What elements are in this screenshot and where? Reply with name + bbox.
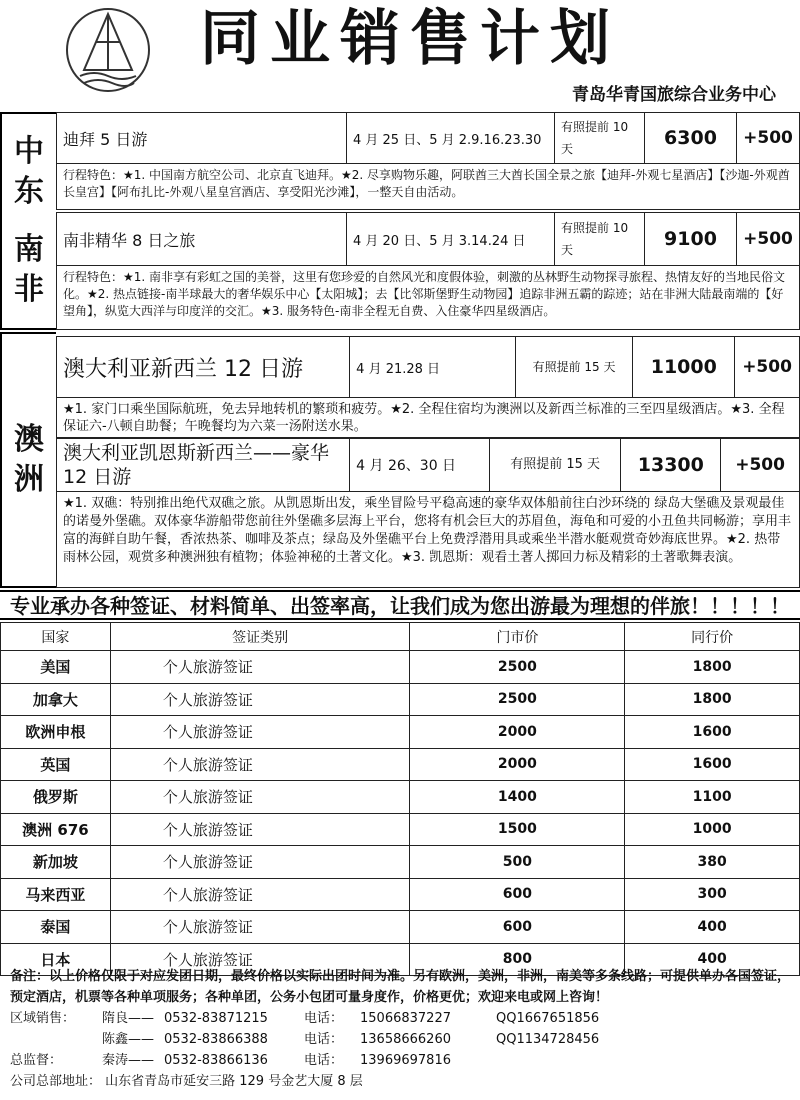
table-row (1, 651, 800, 684)
trip-features: 行程特色：★1. 中国南方航空公司、北京直飞迪拜。★2. 尽享购物乐趣，阿联酋三大酋长国全景之旅【迪拜-外观七星酒店】【沙迦-外观酋长皇宫】【阿布扎比-外观八星皇宫酒店、享受阳光沙滩】，一整天自由活动。 (56, 164, 800, 210)
trip-dates: 4 月 25 日、5 月 2.9.16.23.30 (347, 113, 555, 163)
trip-dates: 4 月 26、30 日 (350, 439, 490, 491)
table-row (1, 748, 800, 781)
company-logo-icon (64, 6, 152, 94)
contact-mobile: 13658666260 (360, 1032, 451, 1047)
trip-surcharge: +500 (735, 455, 785, 475)
visa-country: 英国 (1, 748, 111, 781)
trip-row (56, 438, 800, 492)
trip-price: 9100 (645, 213, 737, 265)
phone-label: 电话： (304, 1011, 344, 1026)
director-row (10, 1050, 795, 1071)
trip-price: 13300 (621, 439, 721, 491)
trip-dates: 4 月 21.28 日 (350, 337, 516, 397)
column-header: 门市价 (410, 623, 625, 651)
retail-price: 600 (410, 878, 625, 911)
visa-type: 个人旅游签证 (110, 683, 410, 716)
footer-note: 备注：以上价格仅限于对应发团日期，最终价格以实际出团时间为准。另有欧洲，美洲，非洲，南美等多条线路；可提供单办各国签证，预定酒店，机票等各种单项服务；各种单团，公务小包团可量身度作，价格更优；欢迎来电或网上咨询！ (10, 969, 791, 1005)
trip-price: 6300 (645, 113, 737, 163)
trip-booking-note: 有照提前 15 天 (516, 337, 634, 397)
retail-price: 1400 (410, 781, 625, 814)
trade-price: 400 (625, 943, 800, 976)
trip-name: 南非精华 8 日之旅 (57, 213, 347, 265)
visa-country: 马来西亚 (1, 878, 111, 911)
phone-label: 电话： (304, 1053, 344, 1068)
visa-type: 个人旅游签证 (110, 911, 410, 944)
visa-country: 美国 (1, 651, 111, 684)
page-title: 同业销售计划 (200, 4, 620, 74)
visa-type: 个人旅游签证 (110, 878, 410, 911)
trade-price: 1100 (625, 781, 800, 814)
retail-price: 2000 (410, 748, 625, 781)
visa-country: 日本 (1, 943, 111, 976)
table-row (1, 683, 800, 716)
contact-tel: 0532-83866388 (164, 1032, 268, 1047)
trade-price: 1800 (625, 651, 800, 684)
contact-name: 陈鑫—— (102, 1032, 155, 1047)
trade-price: 380 (625, 846, 800, 879)
table-header-row (1, 623, 800, 651)
trip-surcharge: +500 (743, 128, 793, 148)
retail-price: 500 (410, 846, 625, 879)
visa-country: 澳洲 676 (1, 813, 111, 846)
visa-type: 个人旅游签证 (110, 846, 410, 879)
trip-booking-note: 有照提前 10 天 (555, 113, 645, 163)
trip-features: 行程特色：★1. 南非享有彩虹之国的美誉，这里有您珍爱的自然风光和度假体验，刺激的丛林野生动物探寻旅程、热情友好的当地民俗文化。★2. 热点链接-南半球最大的奢华娱乐中心【太阳城】；去【比邻斯堡野生动物园】追踪非洲五霸的踪迹；站在非洲大陆最南端的【好望角】，纵览大西洋与印度洋的交汇。★3. 服务特色-南非全程无自费、入住豪华四星级酒店。 (56, 266, 800, 330)
visa-type: 个人旅游签证 (110, 716, 410, 749)
contact-name: 隋良—— (102, 1011, 155, 1026)
column-header: 同行价 (625, 623, 800, 651)
phone-label: 电话： (304, 1032, 344, 1047)
visa-country: 加拿大 (1, 683, 111, 716)
visa-price-table (0, 622, 800, 976)
visa-type: 个人旅游签证 (110, 781, 410, 814)
director-name: 秦涛—— (102, 1053, 155, 1068)
table-row (1, 781, 800, 814)
table-row (1, 716, 800, 749)
table-row (1, 846, 800, 879)
retail-price: 800 (410, 943, 625, 976)
contact-row (10, 1008, 795, 1029)
trip-name: 澳大利亚新西兰 12 日游 (57, 337, 350, 397)
visa-country: 欧洲申根 (1, 716, 111, 749)
trip-name: 澳大利亚凯恩斯新西兰——豪华 12 日游 (57, 439, 350, 491)
visa-type: 个人旅游签证 (110, 943, 410, 976)
trade-price: 1800 (625, 683, 800, 716)
contact-qq: QQ1134728456 (496, 1032, 600, 1047)
director-tel: 0532-83866136 (164, 1053, 268, 1068)
visa-slogan: 专业承办各种签证、材料简单、出签率高，让我们成为您出游最为理想的伴旅！！！！！ (0, 590, 800, 620)
retail-price: 600 (410, 911, 625, 944)
column-header: 国家 (1, 623, 111, 651)
trip-name: 迪拜 5 日游 (57, 113, 347, 163)
trade-price: 1600 (625, 748, 800, 781)
trip-features: ★1. 双礁：特别推出绝代双礁之旅。从凯恩斯出发，乘坐冒险号平稳高速的豪华双体船前往白沙环绕的 绿岛大堡礁及景观最佳的诺曼外堡礁。双体豪华游船带您前往外堡礁多层海上平台，您将有机会巨大的苏眉鱼，海龟和可爱的小丑鱼共同畅游；享用丰富的海鲜自助午餐，香浓热茶、咖啡及茶点；绿岛及外堡礁平台上免费浮潜用具或乘坐半潜水艇观赏奇妙海底世界。★2. 热带雨林公园，观赏多种澳洲独有植物；体验神秘的土著文化。★3. 凯恩斯：观看土著人掷回力标及精彩的土著歌舞表演。 (56, 492, 800, 588)
visa-country: 泰国 (1, 911, 111, 944)
trade-price: 1000 (625, 813, 800, 846)
table-row (1, 813, 800, 846)
retail-price: 1500 (410, 813, 625, 846)
header (0, 0, 800, 108)
trade-price: 300 (625, 878, 800, 911)
table-row (1, 878, 800, 911)
region-label-australia: 澳 洲 (0, 332, 56, 588)
contact-row (10, 1029, 795, 1050)
director-mobile: 13969697816 (360, 1053, 451, 1068)
director-label: 总监督： (10, 1053, 63, 1068)
footer (10, 966, 795, 1092)
sales-label: 区域销售： (10, 1011, 76, 1026)
trade-price: 1600 (625, 716, 800, 749)
table-row (1, 911, 800, 944)
trip-surcharge: +500 (742, 357, 792, 377)
trip-row (56, 336, 800, 398)
visa-country: 新加坡 (1, 846, 111, 879)
trade-price: 400 (625, 911, 800, 944)
visa-type: 个人旅游签证 (110, 651, 410, 684)
retail-price: 2500 (410, 683, 625, 716)
trip-features: ★1. 家门口乘坐国际航班，免去异地转机的繁琐和疲劳。★2. 全程住宿均为澳洲以及新西兰标准的三至四星级酒店。★3. 全程保证六-八顿自助餐；午晚餐均为六菜一汤附送水果。 (56, 398, 800, 438)
region-label-mideast-africa: 中 东 南 非 (0, 112, 56, 330)
retail-price: 2000 (410, 716, 625, 749)
contact-mobile: 15066837227 (360, 1011, 451, 1026)
contact-qq: QQ1667651856 (496, 1011, 600, 1026)
page-subtitle: 青岛华青国旅综合业务中心 (572, 85, 776, 105)
trip-booking-note: 有照提前 15 天 (490, 439, 622, 491)
visa-type: 个人旅游签证 (110, 813, 410, 846)
contact-tel: 0532-83871215 (164, 1011, 268, 1026)
visa-type: 个人旅游签证 (110, 748, 410, 781)
company-address: 公司总部地址： 山东省青岛市延安三路 129 号金艺大厦 8 层 (10, 1074, 363, 1089)
retail-price: 2500 (410, 651, 625, 684)
visa-country: 俄罗斯 (1, 781, 111, 814)
trip-surcharge: +500 (743, 229, 793, 249)
trip-price: 11000 (633, 337, 735, 397)
trip-booking-note: 有照提前 10 天 (555, 213, 645, 265)
trip-row (56, 112, 800, 164)
column-header: 签证类别 (110, 623, 410, 651)
trip-row (56, 212, 800, 266)
trip-dates: 4 月 20 日、5 月 3.14.24 日 (347, 213, 555, 265)
